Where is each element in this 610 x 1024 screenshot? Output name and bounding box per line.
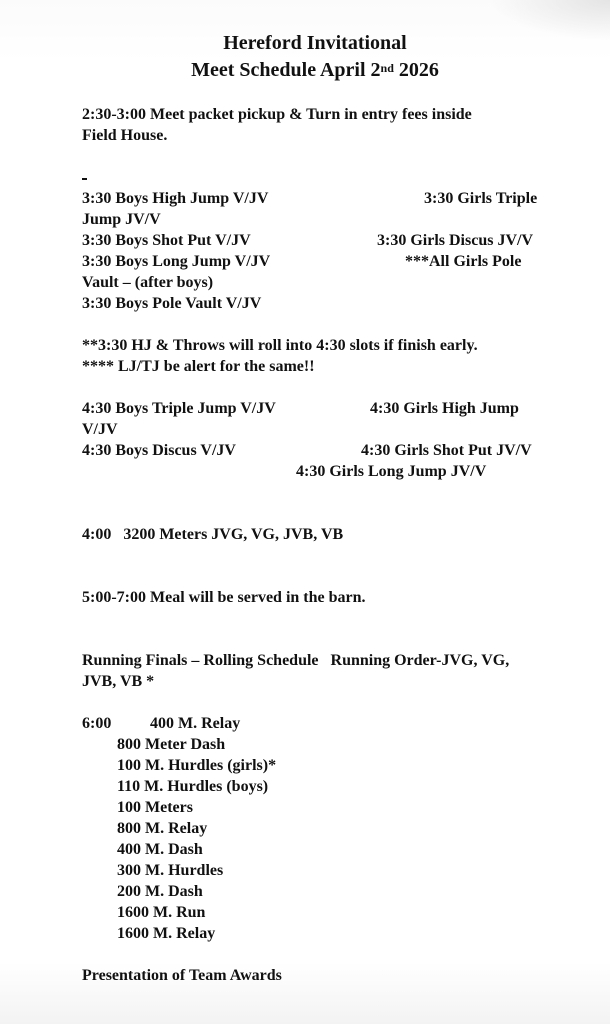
boys-long-jump: 3:30 Boys Long Jump V/JV <box>82 253 271 270</box>
event-item: 1600 M. Relay <box>117 925 216 942</box>
event-item: 1600 M. Run <box>117 904 206 921</box>
events-start-time: 6:00 <box>82 715 112 732</box>
boys-triple-jump: 4:30 Boys Triple Jump V/JV <box>82 400 276 417</box>
boys-pole-vault: 3:30 Boys Pole Vault V/JV <box>82 295 262 312</box>
boys-high-jump: 3:30 Boys High Jump V/JV <box>82 190 269 207</box>
stray-dash <box>82 178 87 180</box>
event-item: 800 M. Relay <box>117 820 208 837</box>
intro-line-1: 2:30-3:00 Meet packet pickup & Turn in entry fees inside <box>82 106 472 123</box>
event-item: 400 M. Dash <box>117 841 203 858</box>
boys-shot-put: 3:30 Boys Shot Put V/JV <box>82 232 251 249</box>
intro-line-2: Field House. <box>82 127 168 144</box>
meters-3200: 4:00 3200 Meters JVG, VG, JVB, VB <box>82 526 344 543</box>
subtitle-prefix: Meet Schedule April 2 <box>191 59 381 81</box>
boys-discus: 4:30 Boys Discus V/JV <box>82 442 236 459</box>
girls-shot-put: 4:30 Girls Shot Put JV/V <box>361 442 532 459</box>
event-item: 300 M. Hurdles <box>117 862 224 879</box>
page-subtitle <box>0 57 610 84</box>
event-item: 100 M. Hurdles (girls)* <box>117 757 277 774</box>
meal-notice: 5:00-7:00 Meal will be served in the barn. <box>82 589 366 606</box>
girls-high-jump-cont: V/JV <box>82 421 118 438</box>
event-item: 400 M. Relay <box>150 715 241 732</box>
event-item: 200 M. Dash <box>117 883 203 900</box>
subtitle-year: 2026 <box>393 59 439 81</box>
event-item: 110 M. Hurdles (boys) <box>117 778 269 795</box>
event-item: 100 Meters <box>117 799 193 816</box>
team-awards: Presentation of Team Awards <box>82 967 282 984</box>
event-item: 800 Meter Dash <box>117 736 226 753</box>
girls-triple-jump-cont: Jump JV/V <box>82 211 161 228</box>
girls-pole-vault: ***All Girls Pole <box>405 253 522 270</box>
girls-pole-vault-cont: Vault – (after boys) <box>82 274 214 291</box>
running-finals-line-1: Running Finals – Rolling Schedule Running Order-JVG, VG, <box>82 652 510 669</box>
subtitle-ordinal: nd <box>380 61 394 75</box>
girls-triple-jump: 3:30 Girls Triple <box>424 190 538 207</box>
running-finals-line-2: JVB, VB * <box>82 673 155 690</box>
page-title: Hereford Invitational <box>223 32 407 54</box>
note-line-2: **** LJ/TJ be alert for the same!! <box>82 358 315 375</box>
girls-long-jump: 4:30 Girls Long Jump JV/V <box>296 463 487 480</box>
note-line-1: **3:30 HJ & Throws will roll into 4:30 slots if finish early. <box>82 337 478 354</box>
girls-discus: 3:30 Girls Discus JV/V <box>377 232 533 249</box>
girls-high-jump: 4:30 Girls High Jump <box>370 400 519 417</box>
